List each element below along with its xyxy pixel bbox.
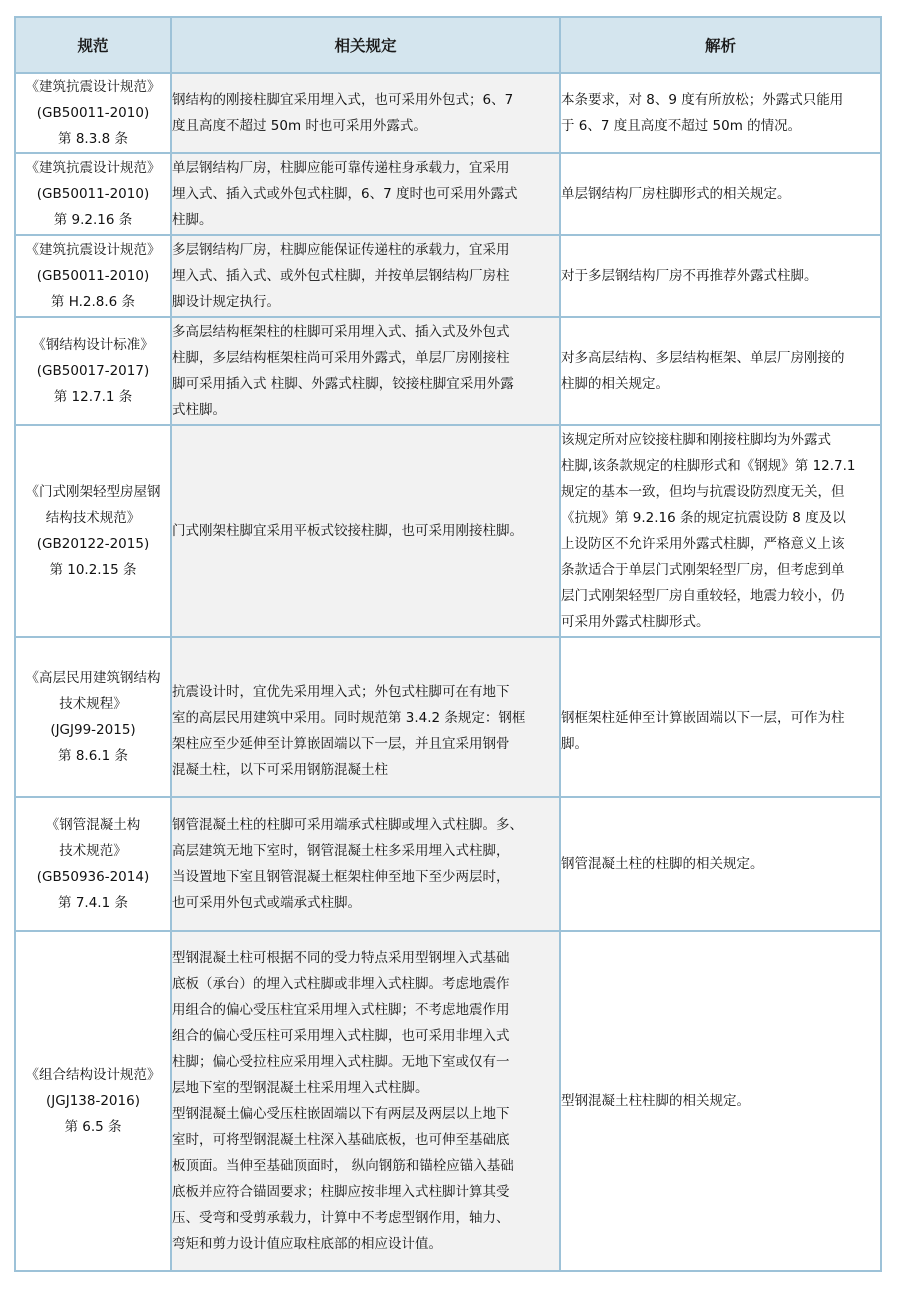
code-cell: 《组合结构设计规范》 (JGJ138-2016) 第 6.5 条: [15, 931, 171, 1271]
rule-cell: 单层钢结构厂房，柱脚应能可靠传递柱身承载力，宜采用 埋入式、插入式或外包式柱脚，6、7 度时也可采用外露式 柱脚。: [171, 153, 560, 235]
table-row: [15, 931, 881, 1271]
header-code: 规范: [15, 17, 171, 73]
header-analysis: 解析: [560, 17, 881, 73]
analysis-cell: 本条要求，对 8、9 度有所放松；外露式只能用 于 6、7 度且高度不超过 50m 的情况。: [560, 73, 881, 153]
rule-cell: 多高层结构框架柱的柱脚可采用埋入式、插入式及外包式 柱脚，多层结构框架柱尚可采用外露式，单层厂房刚接柱 脚可采用插入式 柱脚、外露式柱脚，铰接柱脚宜采用外露 式柱脚。: [171, 317, 560, 425]
rule-cell: 钢结构的刚接柱脚宜采用埋入式，也可采用外包式；6、7 度且高度不超过 50m 时也可采用外露式。: [171, 73, 560, 153]
rule-cell: 抗震设计时，宜优先采用埋入式；外包式柱脚可在有地下 室的高层民用建筑中采用。同时规范第 3.4.2 条规定：钢框 架柱应至少延伸至计算嵌固端以下一层，并且宜采用钢骨 混凝土柱，以下可采用钢筋混凝土柱: [171, 637, 560, 797]
analysis-cell: 该规定所对应铰接柱脚和刚接柱脚均为外露式 柱脚,该条款规定的柱脚形式和《钢规》第 12.7.1 规定的基本一致，但均与抗震设防烈度无关，但 《抗规》第 9.2.16 条的规定抗震设防 8 度及以 上设防区不允许采用外露式柱脚，严格意义上该 条款适合于单层门式刚架轻型厂房，但考虑到单 层门式刚架轻型厂房自重较轻，地震力较小，仍 可采用外露式柱脚形式。: [560, 425, 881, 637]
regulation-table: [14, 16, 882, 1272]
table-row: [15, 797, 881, 931]
code-cell: 《钢管混凝土构 技术规范》 (GB50936-2014) 第 7.4.1 条: [15, 797, 171, 931]
table-row: [15, 235, 881, 317]
table-row: [15, 637, 881, 797]
table-header-row: [15, 17, 881, 73]
analysis-cell: 钢管混凝土柱的柱脚的相关规定。: [560, 797, 881, 931]
table-row: [15, 73, 881, 153]
table-row: [15, 153, 881, 235]
rule-cell: 钢管混凝土柱的柱脚可采用端承式柱脚或埋入式柱脚。多、 高层建筑无地下室时，钢管混凝土柱多采用埋入式柱脚， 当设置地下室且钢管混凝土框架柱伸至地下至少两层时， 也可采用外包式或端承式柱脚。: [171, 797, 560, 931]
code-cell: 《建筑抗震设计规范》 (GB50011-2010) 第 H.2.8.6 条: [15, 235, 171, 317]
analysis-cell: 单层钢结构厂房柱脚形式的相关规定。: [560, 153, 881, 235]
code-cell: 《高层民用建筑钢结构 技术规程》 (JGJ99-2015) 第 8.6.1 条: [15, 637, 171, 797]
analysis-cell: 对多高层结构、多层结构框架、单层厂房刚接的 柱脚的相关规定。: [560, 317, 881, 425]
analysis-cell: 钢框架柱延伸至计算嵌固端以下一层，可作为柱 脚。: [560, 637, 881, 797]
analysis-cell: 型钢混凝土柱柱脚的相关规定。: [560, 931, 881, 1271]
rule-cell: 多层钢结构厂房，柱脚应能保证传递柱的承载力，宜采用 埋入式、插入式、或外包式柱脚，并按单层钢结构厂房柱 脚设计规定执行。: [171, 235, 560, 317]
table-row: [15, 317, 881, 425]
code-cell: 《门式刚架轻型房屋钢 结构技术规范》 (GB20122-2015) 第 10.2.15 条: [15, 425, 171, 637]
code-cell: 《建筑抗震设计规范》 (GB50011-2010) 第 9.2.16 条: [15, 153, 171, 235]
code-cell: 《钢结构设计标准》 (GB50017-2017) 第 12.7.1 条: [15, 317, 171, 425]
table-row: [15, 425, 881, 637]
rule-cell: 型钢混凝土柱可根据不同的受力特点采用型钢埋入式基础 底板（承台）的埋入式柱脚或非埋入式柱脚。考虑地震作 用组合的偏心受压柱宜采用埋入式柱脚；不考虑地震作用 组合的偏心受压柱可采用埋入式柱脚，也可采用非埋入式 柱脚；偏心受拉柱应采用埋入式柱脚。无地下室或仅有一 层地下室的型钢混凝土柱采用埋入式柱脚。 型钢混凝土偏心受压柱嵌固端以下有两层及两层以上地下 室时，可将型钢混凝土柱深入基础底板，也可伸至基础底 板顶面。当伸至基础顶面时， 纵向钢筋和锚栓应锚入基础 底板并应符合锚固要求；柱脚应按非埋入式柱脚计算其受 压、受弯和受剪承载力，计算中不考虑型钢作用，轴力、 弯矩和剪力设计值应取柱底部的相应设计值。: [171, 931, 560, 1271]
rule-cell: 门式刚架柱脚宜采用平板式铰接柱脚，也可采用刚接柱脚。: [171, 425, 560, 637]
header-rule: 相关规定: [171, 17, 560, 73]
code-cell: 《建筑抗震设计规范》 (GB50011-2010) 第 8.3.8 条: [15, 73, 171, 153]
analysis-cell: 对于多层钢结构厂房不再推荐外露式柱脚。: [560, 235, 881, 317]
